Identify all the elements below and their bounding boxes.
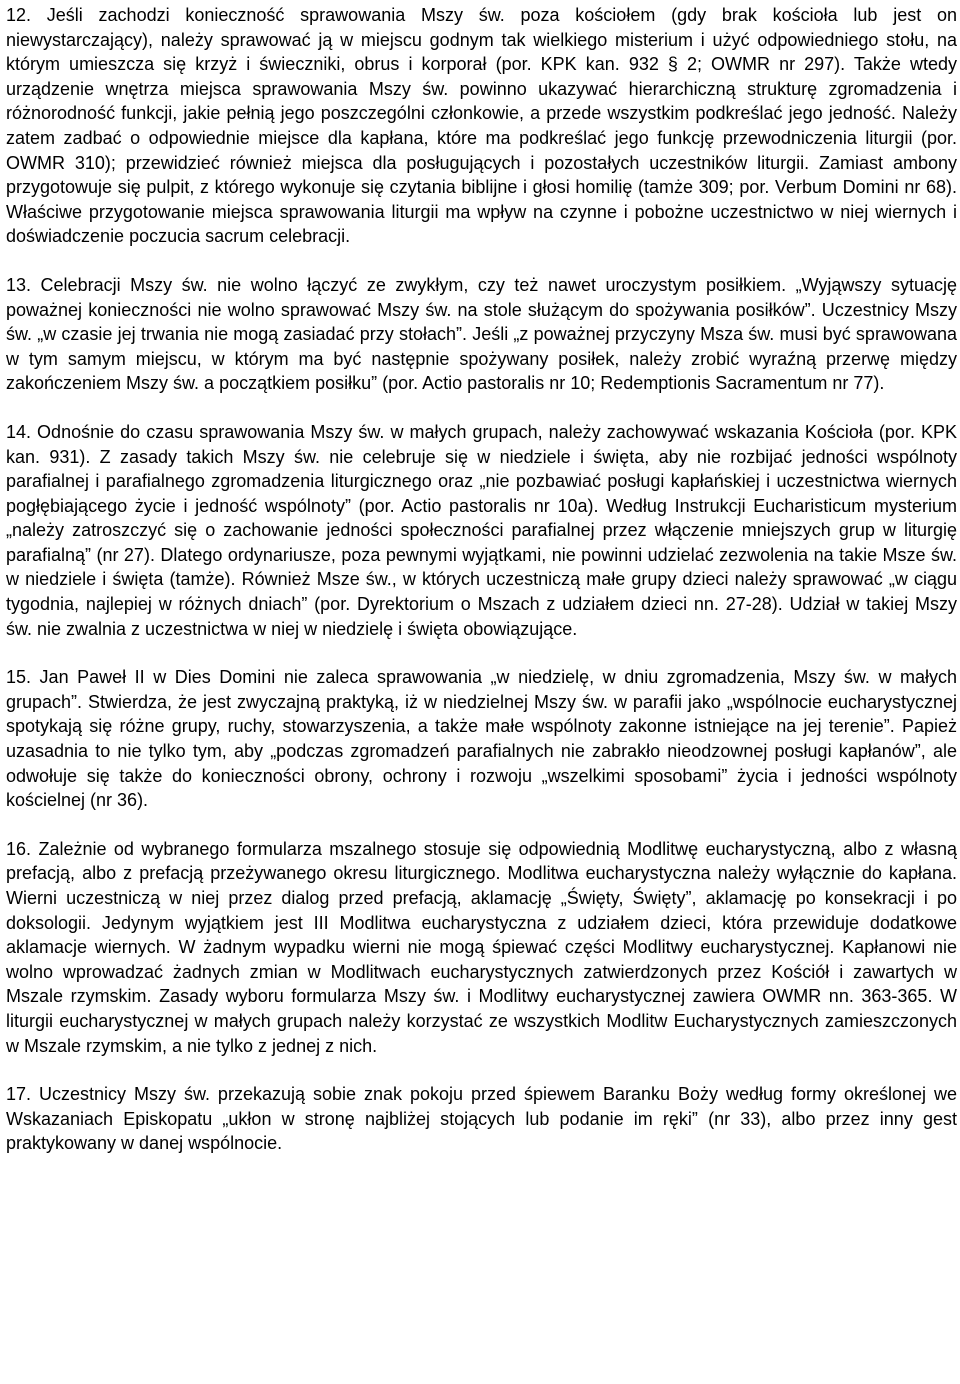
paragraph-14: 14. Odnośnie do czasu sprawowania Mszy św. w małych grupach, należy zachowywać wskazania Kościoła (por. KPK kan. 931). Z zasady takich Mszy św. nie celebruje się w niedziele i święta, aby nie rozbijać jedności wspólnoty parafialnej i parafialnego zgromadzenia liturgicznego oraz „nie pozbawiać posługi kapłańskiej i uczestnictwa wiernych pogłębiającego życie i jedność wspólnoty” (por. Actio pastoralis nr 10a). Według Instrukcji Eucharisticum mysterium „należy zatroszczyć się o zachowanie jedności społeczności parafialnej przez włączenie mniejszych grup w liturgię parafialną” (nr 27). Dlatego ordynariusze, poza pewnymi wyjątkami, nie powinni udzielać zezwolenia na takie Msze św. w niedziele i święta (tamże). Również Msze św., w których uczestniczą małe grupy dzieci należy sprawować „w ciągu tygodnia, najlepiej w różnych dniach” (por. Dyrektorium o Mszach z udziałem dzieci nn. 27-28). Udział w takiej Mszy św. nie zwalnia z uczestnictwa w niej w niedzielę i święta obowiązujące. xyxy=(6,421,957,639)
paragraph-16: 16. Zależnie od wybranego formularza mszalnego stosuje się odpowiednią Modlitwę eucharystyczną, albo z własną prefacją, albo z prefacją przeżywanego okresu liturgicznego. Modlitwa eucharystyczna należy wyłącznie do kapłana. Wierni uczestniczą w niej przez dialog przed prefacją, aklamację „Święty, Święty”, aklamację po konsekracji i po doksologii. Jedynym wyjątkiem jest III Modlitwa eucharystyczna z udziałem dzieci, która przewiduje dodatkowe aklamacje wiernych. W żadnym wypadku wierni nie mogą śpiewać części Modlitwy eucharystycznej. Kapłanowi nie wolno wprowadzać żadnych zmian w Modlitwach eucharystycznych zatwierdzonych przez Kościół i zawartych w Mszale rzymskim. Zasady wyboru formularza Mszy św. i Modlitwy eucharystycznej zawiera OWMR nn. 363-365. W liturgii eucharystycznej w małych grupach należy korzystać ze wszystkich Modlitw Eucharystycznych zamieszczonych w Mszale rzymskim, a nie tylko z jednej z nich. xyxy=(6,838,957,1056)
paragraph-17: 17. Uczestnicy Mszy św. przekazują sobie znak pokoju przed śpiewem Baranku Boży według formy określonej we Wskazaniach Episkopatu „ukłon w stronę najbliżej stojących lub podanie im ręki” (nr 33), albo przez inny gest praktykowany w danej wspólnocie. xyxy=(6,1084,957,1154)
paragraph-13: 13. Celebracji Mszy św. nie wolno łączyć ze zwykłym, czy też nawet uroczystym posiłkiem. „Wyjąwszy sytuację poważnej konieczności nie wolno sprawować Mszy św. na stole służącym do spożywania posiłków”. Uczestnicy Mszy św. „w czasie jej trwania nie mogą zasiadać przy stołach”. Jeśli „z poważnej przyczyny Msza św. musi być sprawowana w tym samym miejscu, w którym ma być następnie spożywany posiłek, należy zrobić wyraźną przerwę między zakończeniem Mszy św. a początkiem posiłku” (por. Actio pastoralis nr 10; Redemptionis Sacramentum nr 77). xyxy=(6,274,957,394)
paragraph-15: 15. Jan Paweł II w Dies Domini nie zaleca sprawowania „w niedzielę, w dniu zgromadzenia, Mszy św. w małych grupach”. Stwierdza, że jest zwyczajną praktyką, iż w niedzielnej Mszy św. w parafii jako „wspólnocie eucharystycznej spotykają się różne grupy, ruchy, stowarzyszenia, a także małe wspólnoty zakonne istniejące na jej terenie”. Papież uzasadnia to nie tylko tym, aby „podczas zgromadzeń parafialnych nie zabrakło nieodzownej posługi kapłanów”, ale odwołuje się także do konieczności obrony, ochrony i rozwoju „wszelkimi sposobami” życia i jedności wspólnoty kościelnej (nr 36). xyxy=(6,667,957,811)
paragraph-12: 12. Jeśli zachodzi konieczność sprawowania Mszy św. poza kościołem (gdy brak kościoła lub jest on niewystarczający), należy sprawować ją w miejscu godnym tak wielkiego misterium i użyć odpowiedniego stołu, na którym umieszcza się krzyż i świeczniki, obrus i korporał (por. KPK kan. 932 § 2; OWMR nr 297). Także wtedy urządzenie wnętrza miejsca sprawowania Mszy św. powinno ukazywać hierarchiczną strukturę zgromadzenia i różnorodność funkcji, jakie pełnią jego poszczególni członkowie, a przede wszystkim podkreślać jego jedność. Należy zatem zadbać o odpowiednie miejsce dla kapłana, które ma podkreślać jego funkcję przewodniczenia liturgii (por. OWMR 310); przewidzieć również miejsca dla posługujących i pozostałych uczestników liturgii. Zamiast ambony przygotowuje się pulpit, z którego wykonuje się czytania biblijne i głosi homilię (tamże 309; por. Verbum Domini nr 68). Właściwe przygotowanie miejsca sprawowania liturgii ma wpływ na czynne i pobożne uczestnictwo w niej wiernych i doświadczenie poczucia sacrum celebracji. xyxy=(6,5,957,247)
document-page xyxy=(6,3,957,1156)
